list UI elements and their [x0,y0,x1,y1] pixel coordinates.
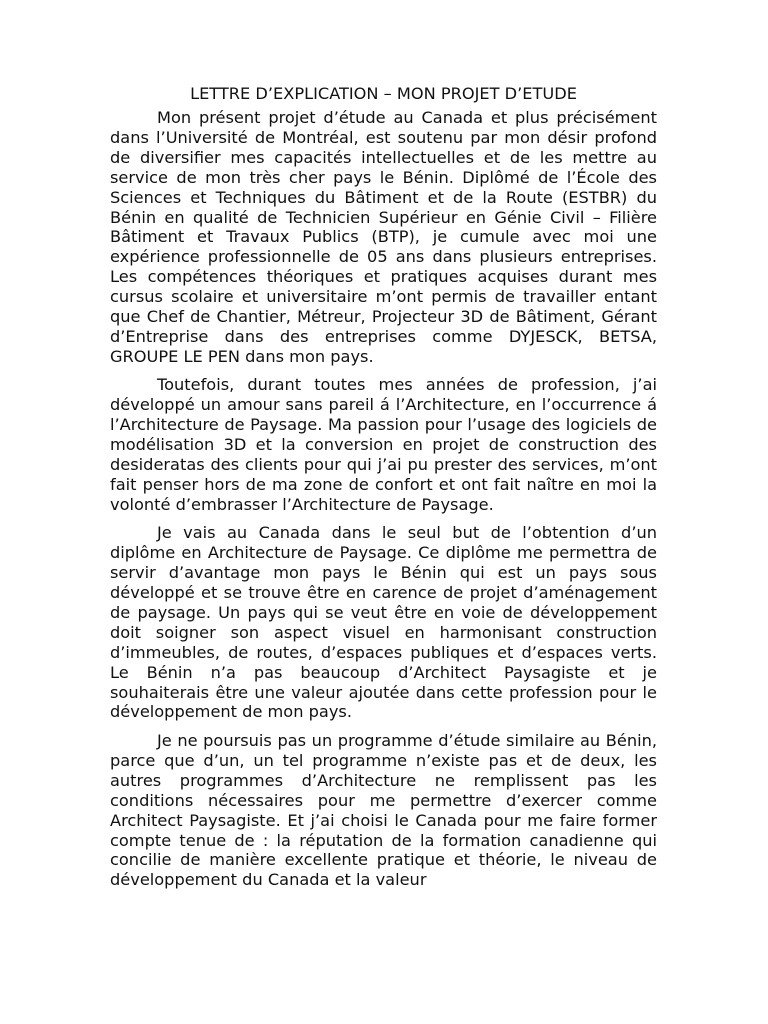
paragraph-4: Je ne poursuis pas un programme d’étude similaire au Bénin, parce que d’un, un tel programme n’existe pas et de deux, les autres programmes d’Architecture ne remplissent pas les conditions nécessaires pour me permettre d’exercer comme Architect Paysagiste. Et j’ai choisi le Canada pour me faire former compte tenue de : la réputation de la formation canadienne qui concilie de manière excellente pratique et théorie, le niveau de développement du Canada et la valeur [110,730,657,890]
paragraph-1: Mon présent projet d’étude au Canada et plus précisément dans l’Université de Montréal, est soutenu par mon désir profond de diversifier mes capacités intellectuelles et de les mettre au service de mon très cher pays le Bénin. Diplômé de l’École des Sciences et Techniques du Bâtiment et de la Route (ESTBR) du Bénin en qualité de Technicien Supérieur en Génie Civil – Filière Bâtiment et Travaux Publics (BTP), je cumule avec moi une expérience professionnelle de 05 ans dans plusieurs entreprises. Les compétences théoriques et pratiques acquises durant mes cursus scolaire et universitaire m’ont permis de travailler entant que Chef de Chantier, Métreur, Projecteur 3D de Bâtiment, Gérant d’Entreprise dans des entreprises comme DYJESCK, BETSA, GROUPE LE PEN dans mon pays. [110,108,657,366]
document-title: LETTRE D’EXPLICATION – MON PROJET D’ETUDE [190,84,577,103]
document-body [110,84,657,899]
paragraph-2: Toutefois, durant toutes mes années de profession, j’ai développé un amour sans pareil á l’Architecture, en l’occurrence á l’Architecture de Paysage. Ma passion pour l’usage des logiciels de modélisation 3D et la conversion en projet de construction des desideratas des clients pour qui j’ai pu prester des services, m’ont fait penser hors de ma zone de confort et ont fait naître en moi la volonté d’embrasser l’Architecture de Paysage. [110,375,657,514]
paragraph-3: Je vais au Canada dans le seul but de l’obtention d’un diplôme en Architecture de Paysage. Ce diplôme me permettra de servir d’avantage mon pays le Bénin qui est un pays sous développé et se trouve être en carence de projet d’aménagement de paysage. Un pays qui se veut être en voie de développement doit soigner son aspect visuel en harmonisant construction d’immeubles, de routes, d’espaces publiques et d’espaces verts. Le Bénin n’a pas beaucoup d’Architect Paysagiste et je souhaiterais être une valeur ajoutée dans cette profession pour le développement de mon pays. [110,523,657,722]
